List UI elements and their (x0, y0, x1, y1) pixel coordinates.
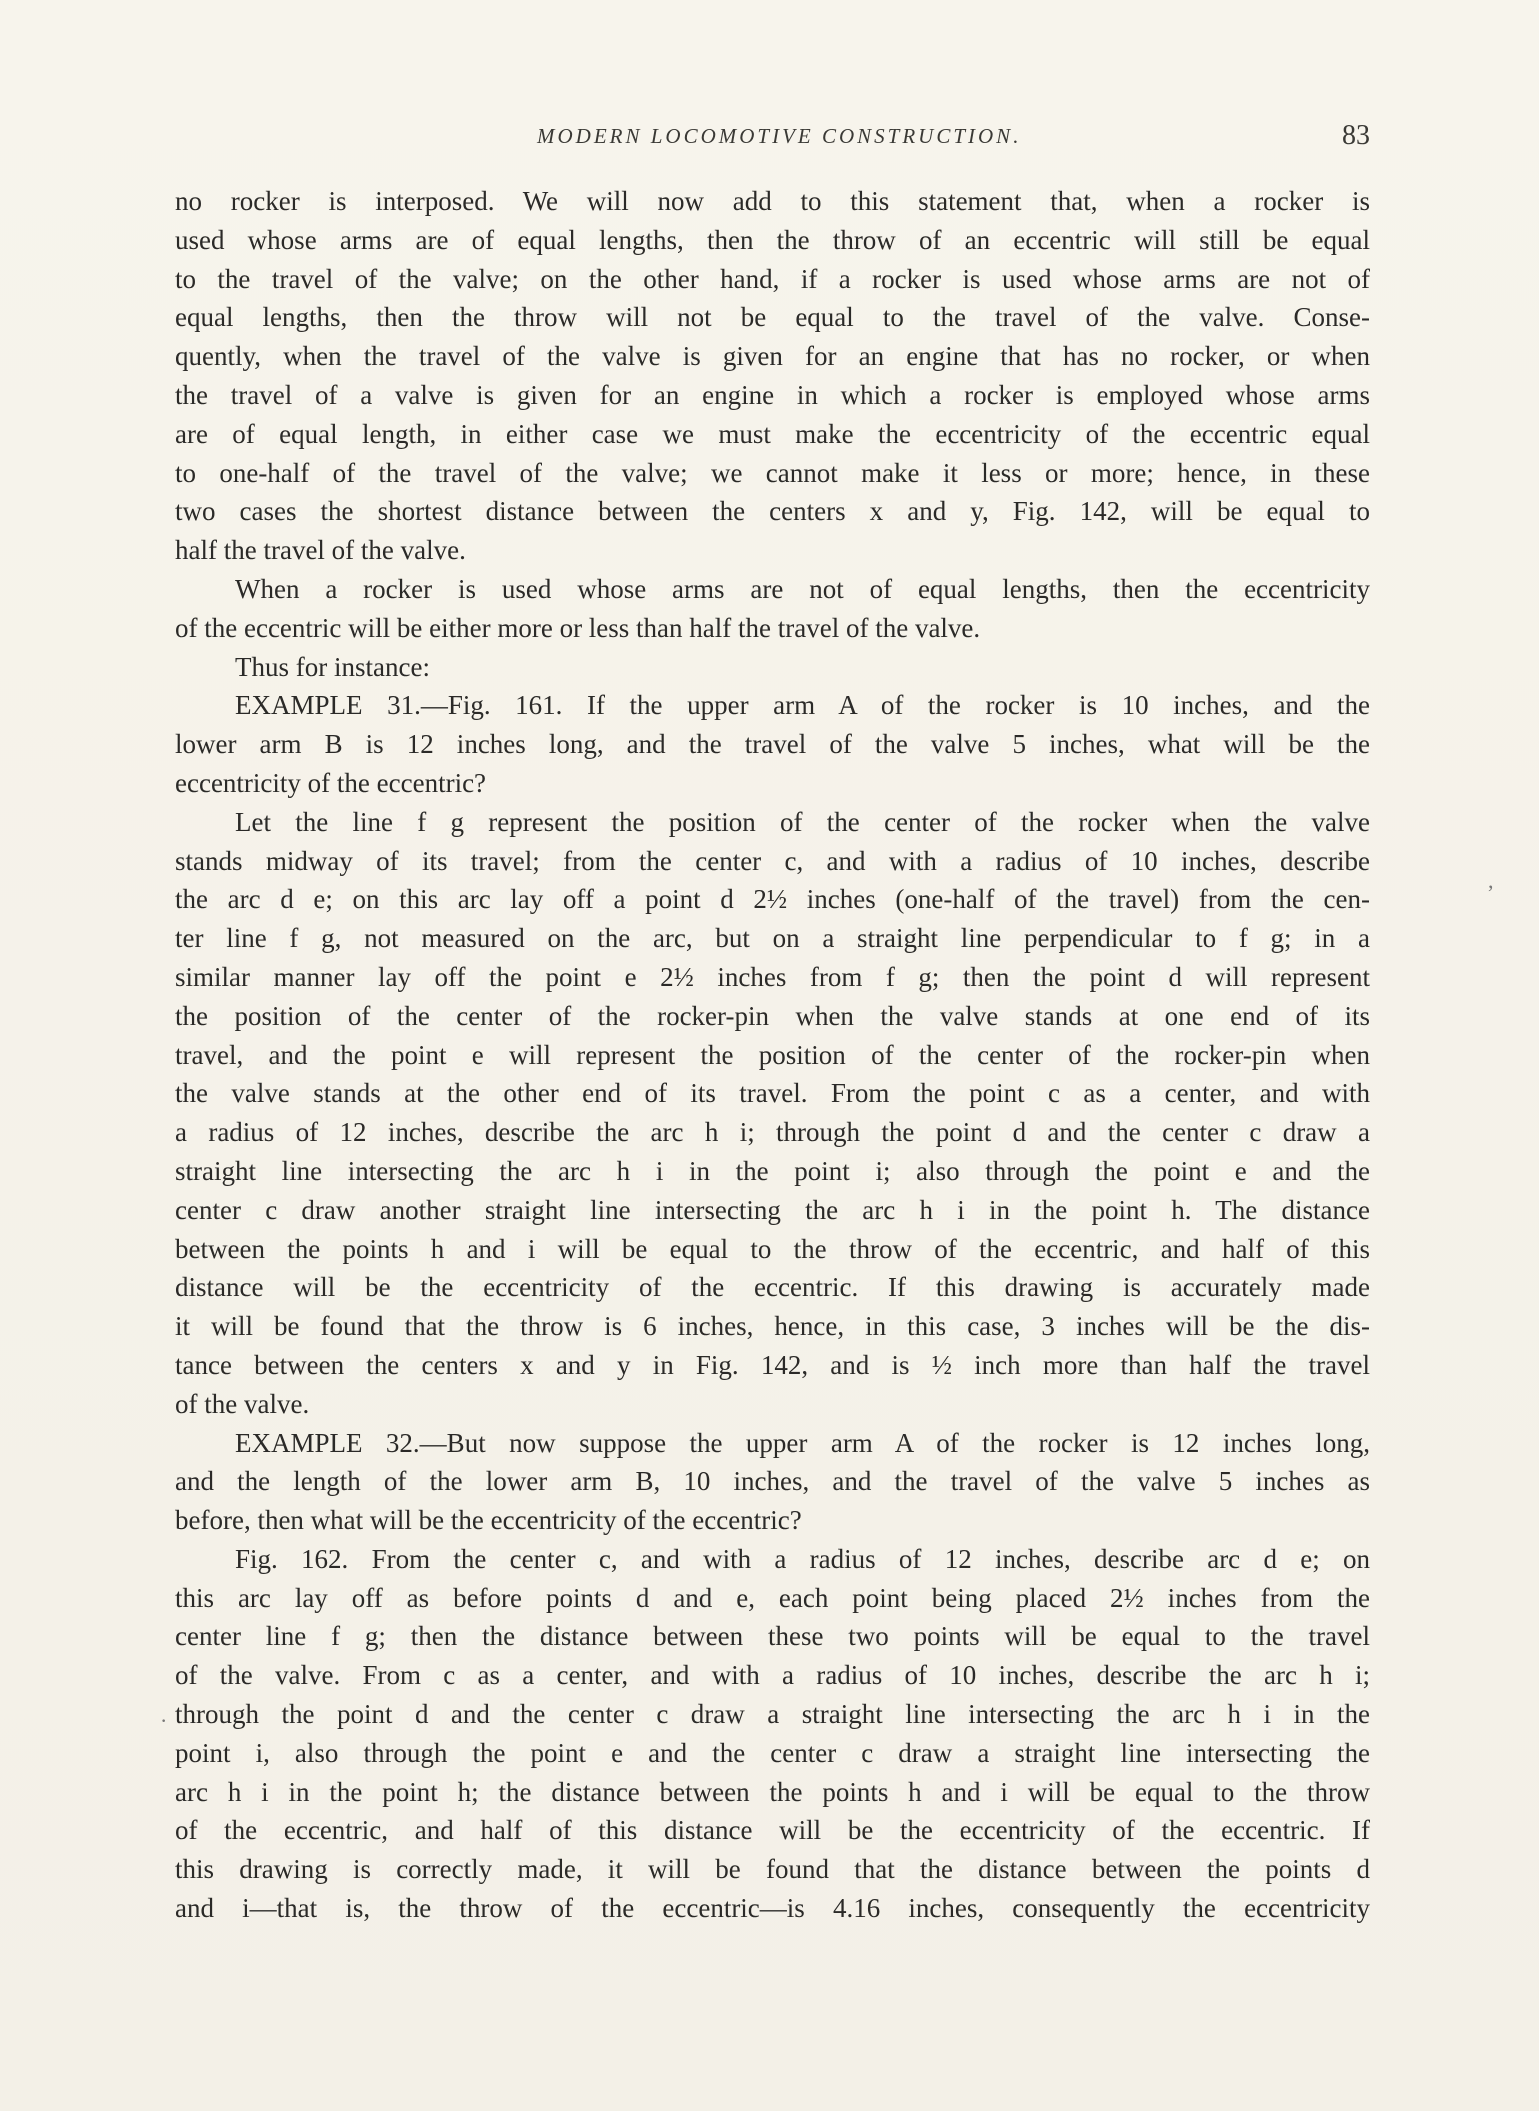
running-head: MODERN LOCOMOTIVE CONSTRUCTION. (537, 124, 1022, 148)
text-line: center line f g; then the distance between these two points will be equal to the travel (175, 1621, 1370, 1652)
page-header (175, 120, 1370, 160)
text-line: Fig. 162. From the center c, and with a radius of 12 inches, describe arc d e; on (235, 1543, 1370, 1574)
text-line: the travel of a valve is given for an engine in which a rocker is employed whose arms (175, 379, 1370, 410)
text-line: lower arm B is 12 inches long, and the travel of the valve 5 inches, what will be the (175, 729, 1370, 760)
text-line: the position of the center of the rocker-pin when the valve stands at one end of its (175, 1000, 1370, 1031)
text-line: used whose arms are of equal lengths, then the throw of an eccentric will still be equal (175, 224, 1370, 255)
body-text (175, 182, 1370, 1928)
text-line: distance will be the eccentricity of the eccentric. If this drawing is accurately made (175, 1272, 1370, 1303)
text-line: between the points h and i will be equal to the throw of the eccentric, and half of this (175, 1233, 1370, 1264)
text-line: of the valve. From c as a center, and with a radius of 10 inches, describe the arc h i; (175, 1660, 1370, 1691)
text-line: to the travel of the valve; on the other hand, if a rocker is used whose arms are not of (175, 263, 1370, 294)
text-line: point i, also through the point e and the center c draw a straight line intersecting the (175, 1737, 1370, 1768)
text-line: stands midway of its travel; from the center c, and with a radius of 10 inches, describe (175, 845, 1370, 876)
text-line: this arc lay off as before points d and e, each point being placed 2½ inches from the (175, 1582, 1370, 1613)
text-line: it will be found that the throw is 6 inches, hence, in this case, 3 inches will be the dis- (175, 1311, 1370, 1342)
text-line: arc h i in the point h; the distance between the points h and i will be equal to the throw (175, 1776, 1370, 1807)
text-line: equal lengths, then the throw will not be equal to the travel of the valve. Conse- (175, 302, 1370, 333)
text-line: EXAMPLE 31.—Fig. 161. If the upper arm A of the rocker is 10 inches, and the (235, 690, 1370, 721)
text-line: the arc d e; on this arc lay off a point d 2½ inches (one-half of the travel) from the cen- (175, 884, 1370, 915)
text-line: straight line intersecting the arc h i in the point i; also through the point e and the (175, 1155, 1370, 1186)
text-line: tance between the centers x and y in Fig. 142, and is ½ inch more than half the travel (175, 1349, 1370, 1380)
text-line: ter line f g, not measured on the arc, but on a straight line perpendicular to f g; in a (175, 923, 1370, 954)
margin-speck: · (160, 1708, 168, 1733)
text-line: travel, and the point e will represent the position of the center of the rocker-pin when (175, 1039, 1370, 1070)
text-line: the valve stands at the other end of its travel. From the point c as a center, and with (175, 1078, 1370, 1109)
text-line: center c draw another straight line intersecting the arc h i in the point h. The distance (175, 1194, 1370, 1225)
text-line: and the length of the lower arm B, 10 inches, and the travel of the valve 5 inches as (175, 1466, 1370, 1497)
text-line: of the eccentric, and half of this distance will be the eccentricity of the eccentric. If (175, 1815, 1370, 1846)
text-line: quently, when the travel of the valve is given for an engine that has no rocker, or when (175, 341, 1370, 372)
text-line: this drawing is correctly made, it will be found that the distance between the points d (175, 1854, 1370, 1885)
text-line: a radius of 12 inches, describe the arc h i; through the point d and the center c draw a (175, 1117, 1370, 1148)
text-line: no rocker is interposed. We will now add to this statement that, when a rocker is (175, 186, 1370, 216)
text-line: Let the line f g represent the position of the center of the rocker when the valve (235, 806, 1370, 837)
text-line: When a rocker is used whose arms are not of equal lengths, then the eccentricity (235, 573, 1370, 604)
margin-speck: , (1488, 868, 1494, 893)
text-line: are of equal length, in either case we must make the eccentricity of the eccentric equal (175, 418, 1370, 449)
text-line: similar manner lay off the point e 2½ inches from f g; then the point d will represent (175, 961, 1370, 992)
text-line: to one-half of the travel of the valve; we cannot make it less or more; hence, in these (175, 457, 1370, 488)
text-line: before, then what will be the eccentricity of the eccentric? (175, 1505, 802, 1536)
text-line: through the point d and the center c draw a straight line intersecting the arc h i in the (175, 1699, 1370, 1730)
text-line: half the travel of the valve. (175, 535, 466, 566)
text-line: and i—that is, the throw of the eccentric—is 4.16 inches, consequently the eccentricity (175, 1893, 1370, 1924)
text-line: eccentricity of the eccentric? (175, 767, 487, 798)
text-line: two cases the shortest distance between the centers x and y, Fig. 142, will be equal to (175, 496, 1370, 527)
text-line: of the valve. (175, 1388, 310, 1419)
text-line: EXAMPLE 32.—But now suppose the upper arm A of the rocker is 12 inches long, (235, 1427, 1370, 1458)
page-number: 83 (1342, 120, 1370, 151)
text-line: Thus for instance: (235, 651, 430, 682)
text-line: of the eccentric will be either more or less than half the travel of the valve. (175, 612, 981, 643)
